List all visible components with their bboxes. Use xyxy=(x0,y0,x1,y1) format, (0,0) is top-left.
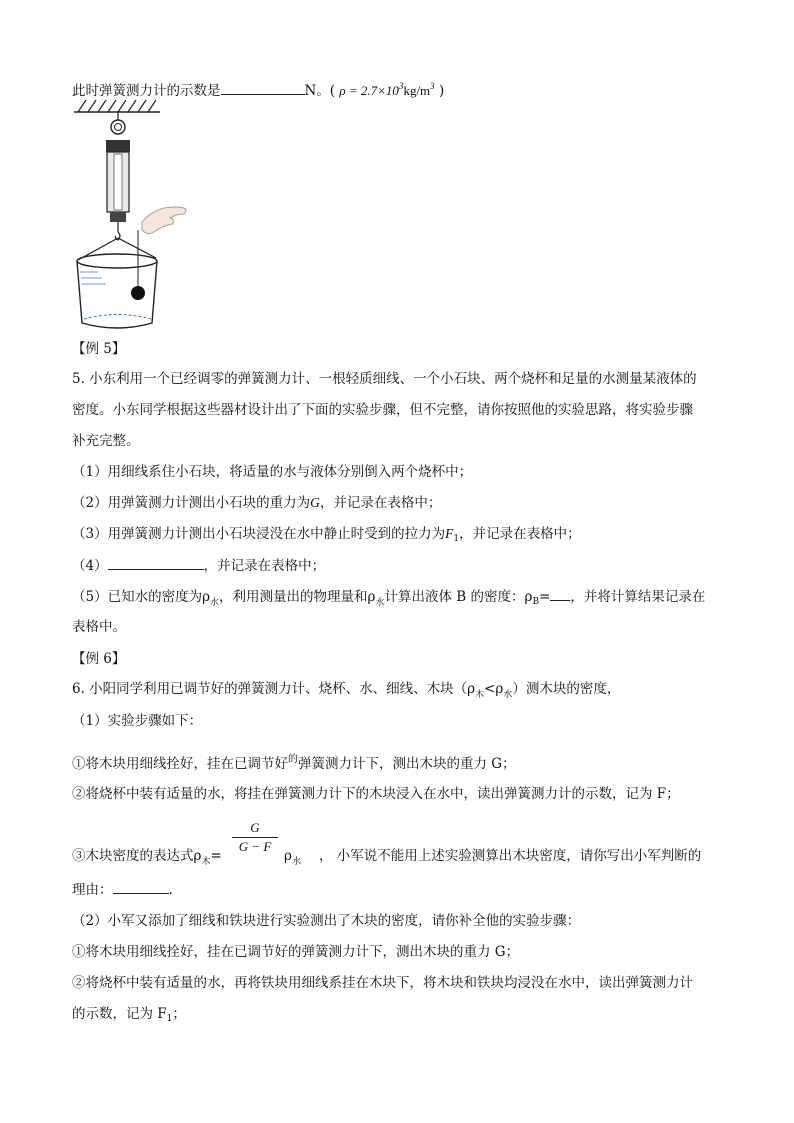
var-F1: F xyxy=(445,526,454,541)
example5-step5-line2: 表格中。 xyxy=(72,619,126,635)
density-fraction xyxy=(232,820,278,855)
example6-part1-step3-rest: $\rho_水$ ， 小军说不能用上述实验测算出木块密度，请你写出小军判断的 xyxy=(284,848,702,867)
step4-answer-blank[interactable] xyxy=(108,555,204,570)
spring-scale-figure xyxy=(72,98,192,334)
example6-part2-title: （2）小军又添加了细线和铁块进行实验测出了木块的密度，请你补全他的实验步骤： xyxy=(72,913,581,929)
example5-step2: （2）用弹簧测力计测出小石块的重力为G，并记录在表格中； xyxy=(72,495,442,511)
example5-step5: （5）已知水的密度为$\rho_水$，利用测量出的物理量和$\rho_水$计算出液体 B 的密度：$\rho_B=$ ，并将计算结果记录在 xyxy=(72,586,705,613)
example6-part1-step1: ①将木块用细线拴好，挂在已调节好$^的$弹簧测力计下，测出木块的重力 G； xyxy=(72,754,516,772)
fraction-denominator: G − F xyxy=(238,839,272,854)
example5-question-line2: 密度。小东同学根据这些器材设计出了下面的实验步骤，但不完整，请你按照他的实验思路，将实验步骤 xyxy=(72,402,693,418)
example6-part1-step3: ③木块密度的表达式$\rho_木=$ xyxy=(72,848,222,867)
density-formula: $\rho = 2.7\times 10^3kg/m^3$ xyxy=(339,81,435,98)
intro-unit: N。( xyxy=(304,83,336,99)
reason-answer-blank[interactable] xyxy=(113,879,169,894)
example5-question-line1: 5. 小东利用一个已经调零的弹簧测力计、一根轻质细线、一个小石块、两个烧杯和足量的水测量某液体的 xyxy=(72,371,697,387)
intro-close: ) xyxy=(438,83,445,99)
intro-prefix: 此时弹簧测力计的示数是 xyxy=(72,83,221,99)
answer-blank[interactable] xyxy=(221,80,305,95)
example6-part1-reason: 理由： . xyxy=(72,879,173,900)
example6-part1-step2: ②将烧杯中装有适量的水，将挂在弹簧测力计下的木块浸入在水中，读出弹簧测力计的示数，记为 F； xyxy=(72,786,680,802)
example5-step4: （4） ，并记录在表格中； xyxy=(72,555,325,576)
example6-part1-title: （1）实验步骤如下： xyxy=(72,713,203,729)
var-G: G xyxy=(310,495,320,510)
fraction-bar xyxy=(232,837,278,838)
example5-step3: （3）用弹簧测力计测出小石块浸没在水中静止时受到的拉力为$F_1$，并记录在表格中； xyxy=(72,526,581,544)
fraction-numerator: G xyxy=(250,820,260,835)
example6-part2-step1: ①将木块用细线拴好，挂在已调节好的弹簧测力计下，测出木块的重力 G； xyxy=(72,944,520,960)
example6-part2-step2-line2: 的示数，记为 $F_1$； xyxy=(72,1006,186,1024)
example5-question-line3: 补充完整。 xyxy=(72,433,140,449)
example5-step1: （1）用细线系住小石块，将适量的水与液体分别倒入两个烧杯中； xyxy=(72,464,473,480)
example6-part2-step2: ②将烧杯中装有适量的水，再将铁块用细线系挂在木块下，将木块和铁块均浸没在水中，读出弹簧测力计 xyxy=(72,975,693,991)
density-answer-blank[interactable] xyxy=(550,586,570,601)
example5-label: 【例 5】 xyxy=(72,341,126,357)
example6-question: 6. 小阳同学利用已调节好的弹簧测力计、烧杯、水、细线、木块$(\rho_木<\rho_水)$测木块的密度， xyxy=(72,681,621,700)
example6-label: 【例 6】 xyxy=(72,651,126,667)
